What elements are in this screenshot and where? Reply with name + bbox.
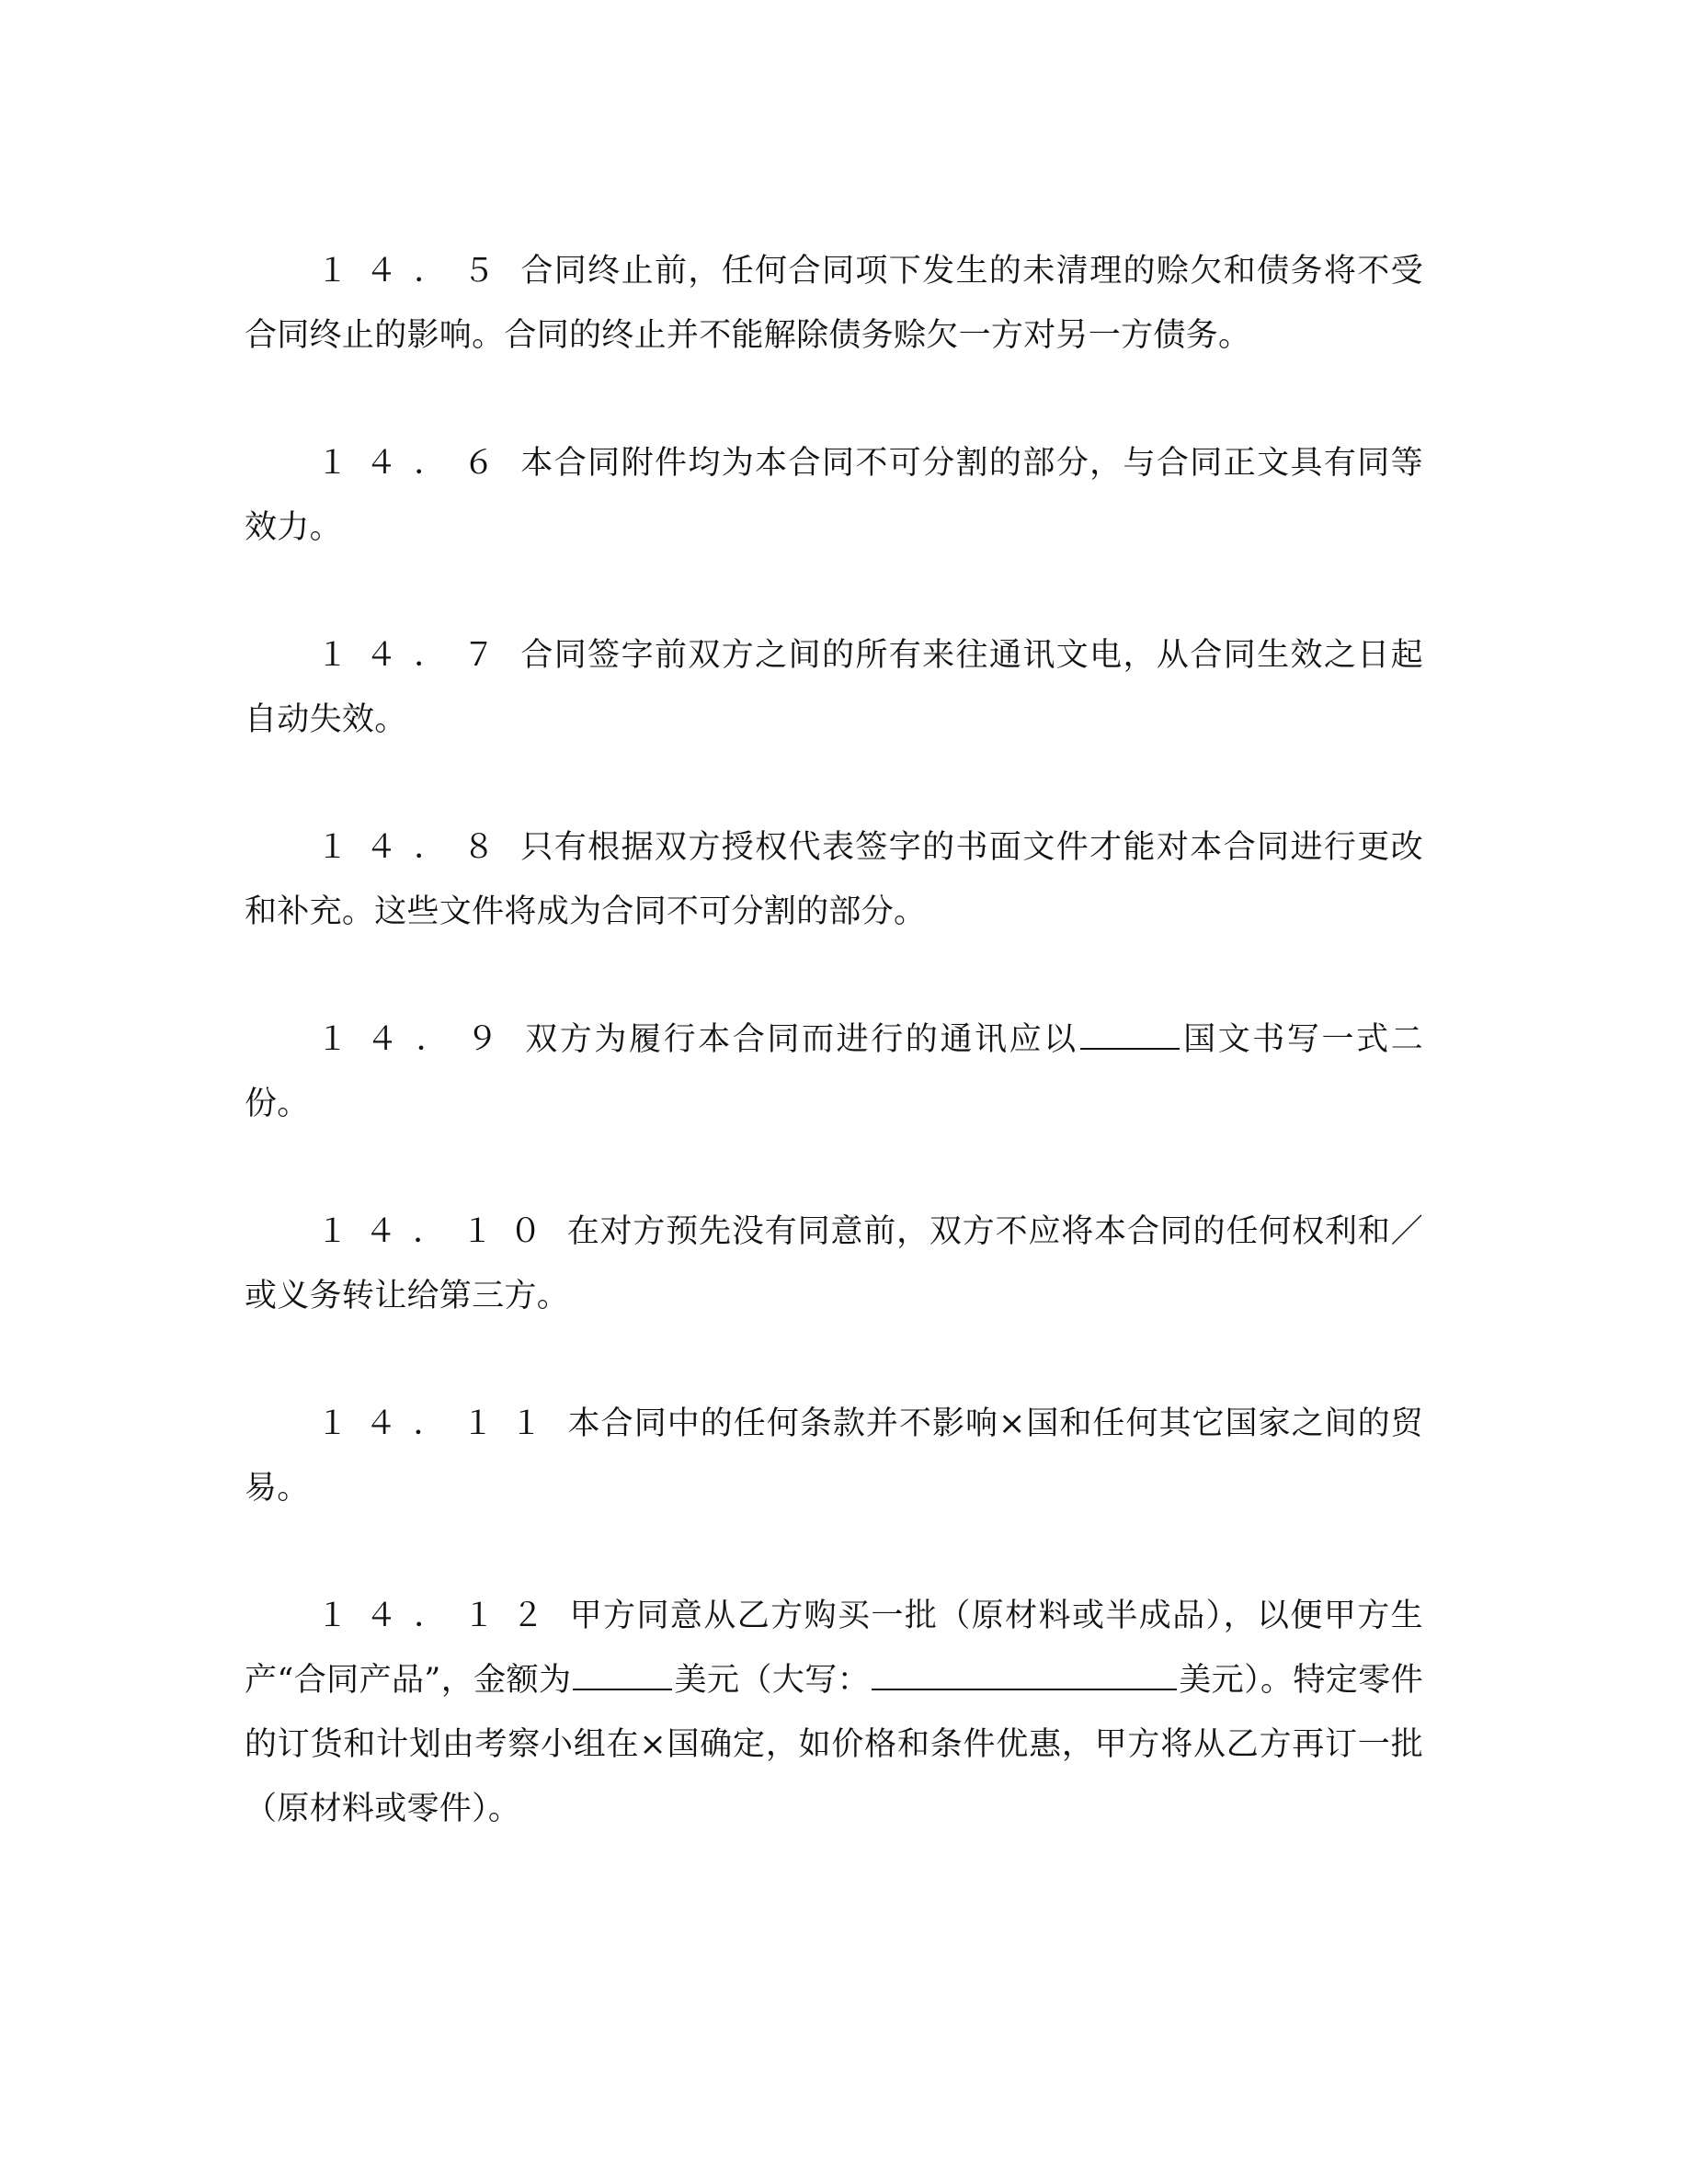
clause-14-10 [245,1200,1423,1328]
amount-in-words-blank-field[interactable] [872,1657,1177,1690]
clause-text: 本合同附件均为本合同不可分割的部分，与合同正文具有同等效力。 [245,445,1423,546]
clause-text: 本合同中的任何条款并不影响×国和任何其它国家之间的贸易。 [245,1405,1423,1507]
clause-14-8 [245,815,1423,944]
clause-number: １４．５ [316,253,512,290]
clause-text: 只有根据双方授权代表签字的书面文件才能对本合同进行更改和补充。这些文件将成为合同不可分割的部分。 [245,829,1423,930]
clause-14-9 [245,1007,1423,1136]
clause-number: １４．９ [316,1021,517,1058]
clause-14-11 [245,1392,1423,1520]
clause-number: １４．８ [316,829,512,866]
clause-text: 美元）。特定零件的订货和计划由考察小组在×国确定，如价格和条件优惠，甲方将从乙方再订一批（原材料或零件）。 [245,1662,1423,1827]
clause-text: 美元（大写： [674,1662,871,1699]
clause-14-6 [245,431,1423,560]
clause-14-7 [245,623,1423,752]
clause-14-5 [245,239,1423,368]
amount-blank-field[interactable] [573,1657,672,1690]
clause-number: １４．１１ [316,1405,559,1442]
document-body [245,239,1423,1905]
clause-number: １４．７ [316,637,512,674]
clause-number: １４．６ [316,445,512,482]
clause-text: 国文书写一式二份。 [245,1021,1423,1122]
clause-number: １４．１２ [316,1598,561,1634]
clause-text: 甲方同意从乙方购买一批（原材料或半成品），以便甲方生产“合同产品”，金额为 [245,1598,1423,1699]
clause-text: 在对方预先没有同意前，双方不应将本合同的任何权利和／或义务转让给第三方。 [245,1213,1423,1314]
clause-text: 合同签字前双方之间的所有来往通讯文电，从合同生效之日起自动失效。 [245,637,1423,738]
clause-text: 合同终止前，任何合同项下发生的未清理的赊欠和债务将不受合同终止的影响。合同的终止并不能解除债务赊欠一方对另一方债务。 [245,253,1423,354]
language-blank-field[interactable] [1080,1017,1180,1050]
clause-14-12 [245,1584,1423,1841]
clause-text: 双方为履行本合同而进行的通讯应以 [525,1021,1078,1058]
clause-number: １４．１０ [316,1213,558,1250]
